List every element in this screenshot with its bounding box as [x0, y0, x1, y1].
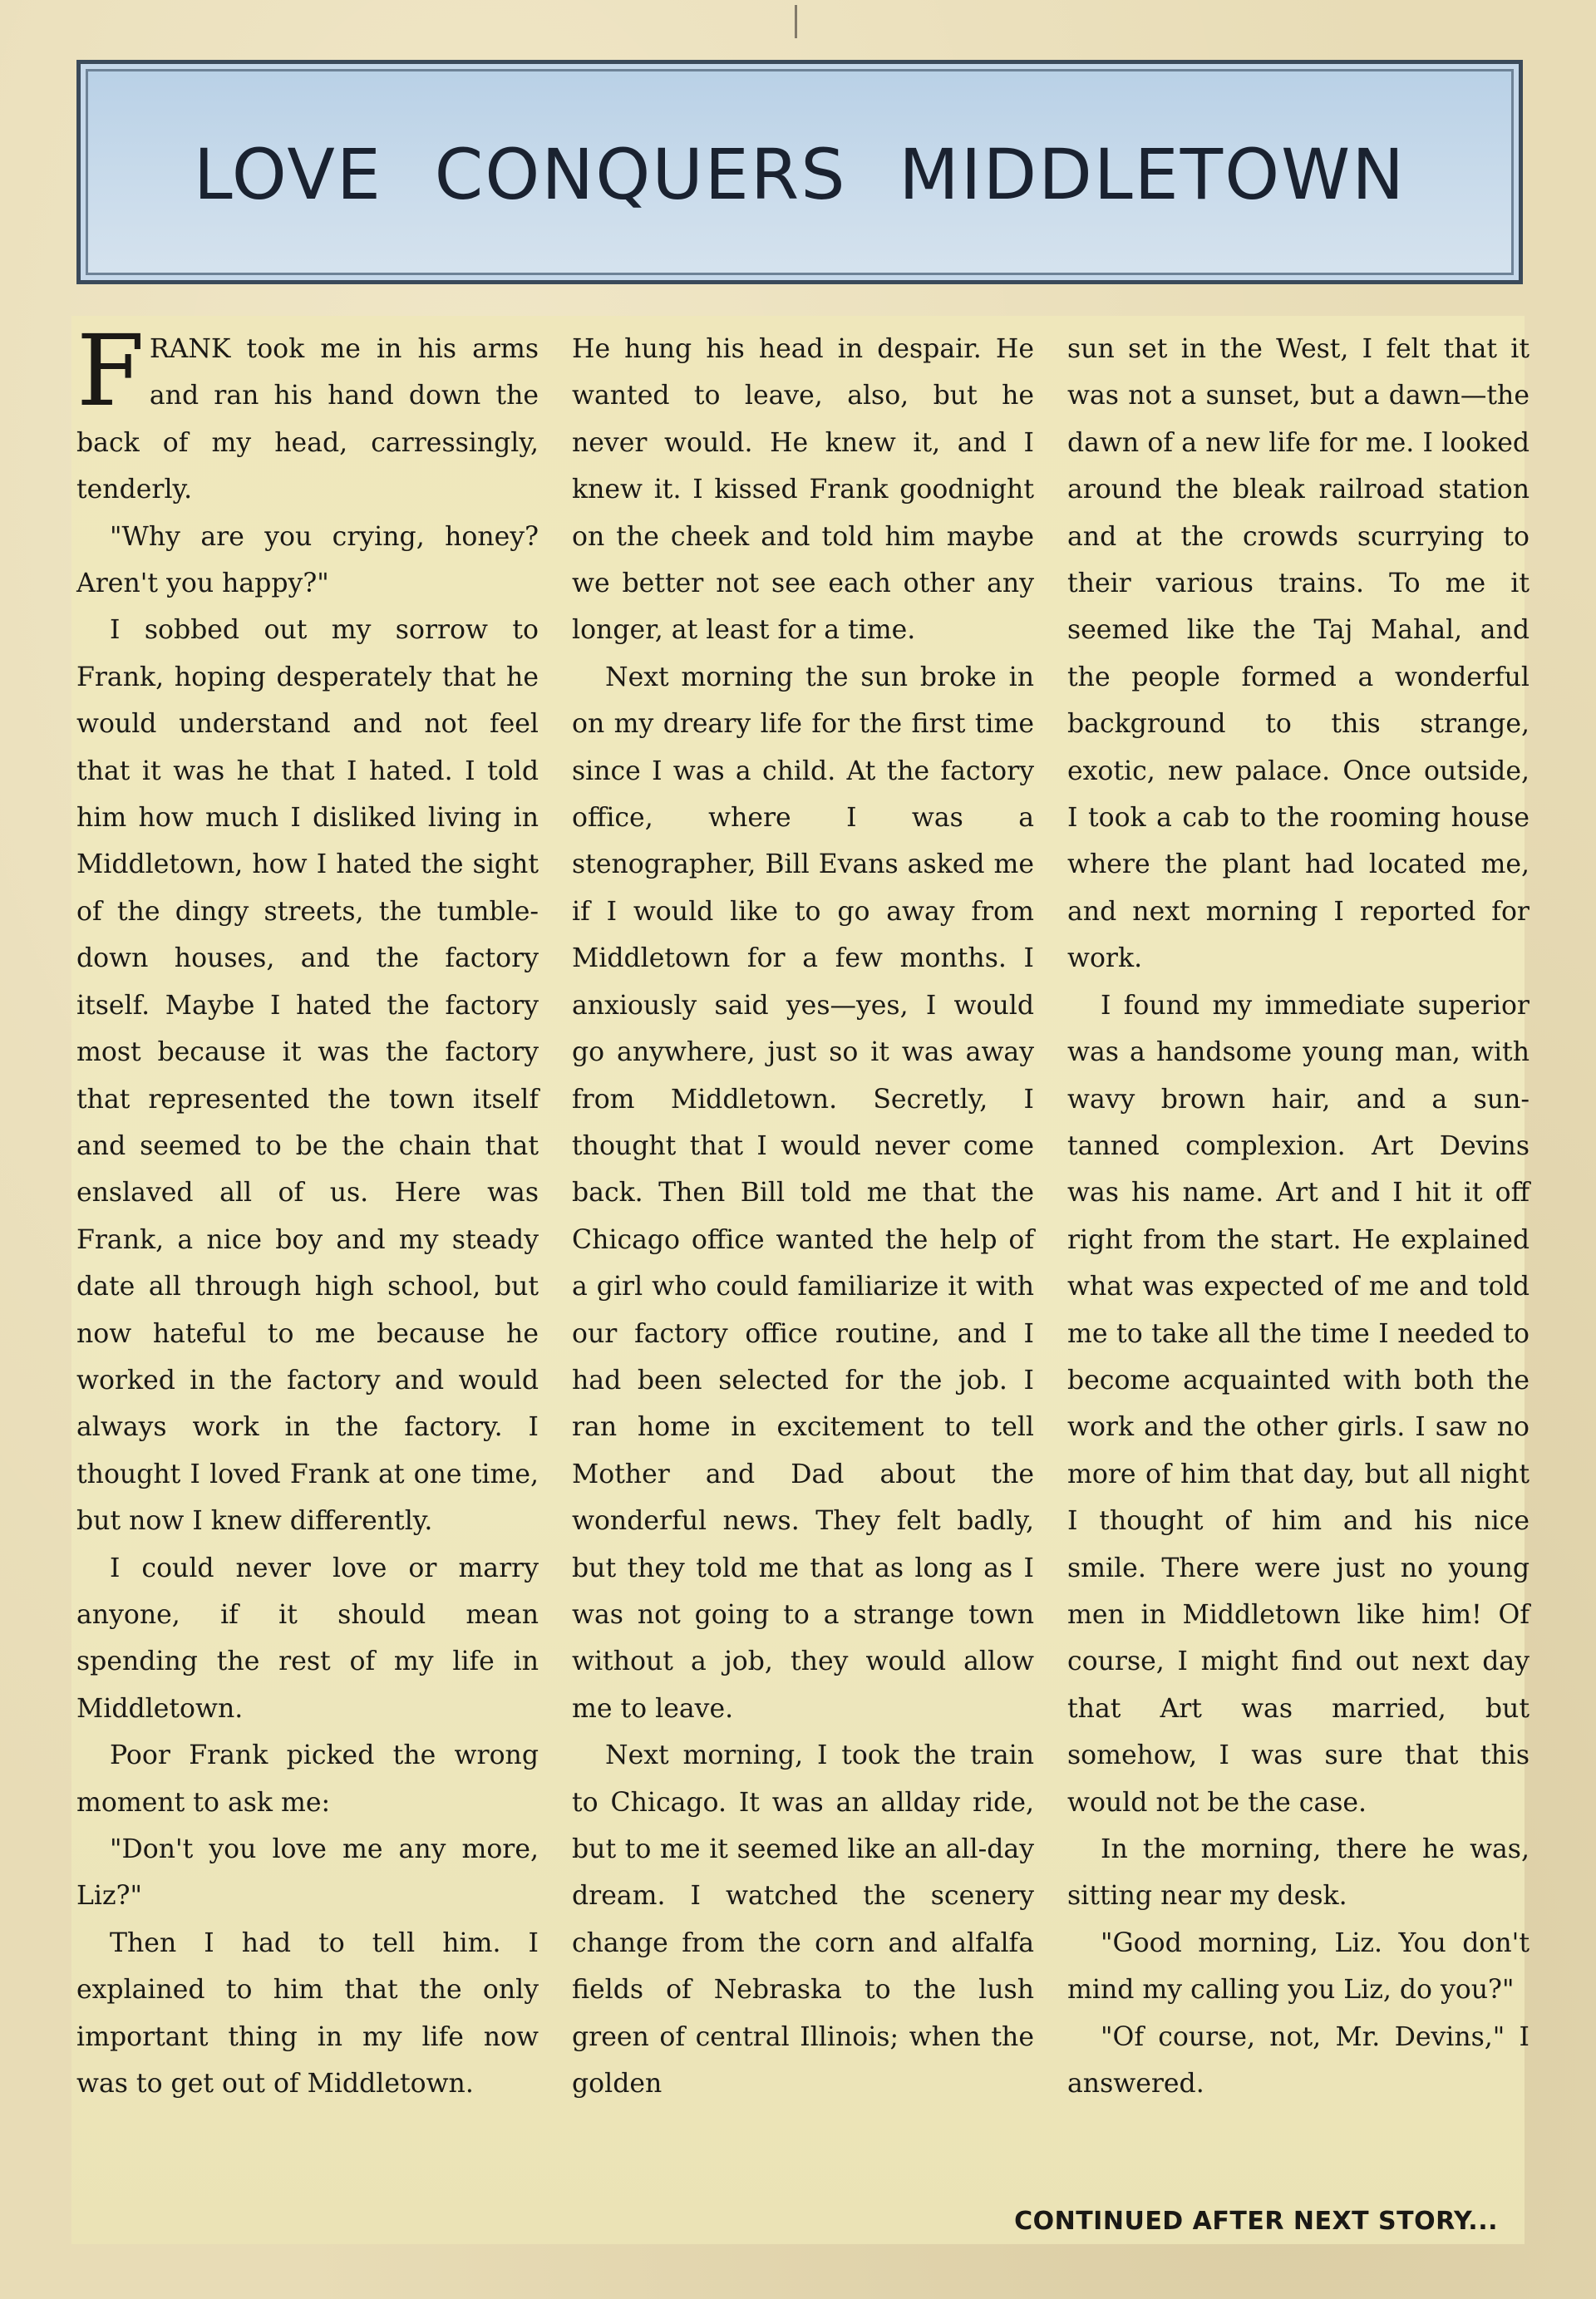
page-mark — [795, 5, 797, 38]
text-column-1 — [76, 313, 539, 2107]
paragraph: I could never love or marry anyone, if it should mean spending the rest of my life in Middletown. — [76, 1553, 539, 1724]
paragraph: "Of course, not, Mr. Devins," I answered. — [1067, 2021, 1530, 2100]
text-column-3 — [1067, 326, 1530, 2107]
title-banner — [76, 60, 1523, 284]
text-column-2 — [572, 326, 1034, 2107]
paragraph: "Don't you love me any more, Liz?" — [76, 1834, 539, 1912]
paragraph: Then I had to tell him. I explained to him that the only important thing in my life now was to get out of Middletown. — [76, 1927, 539, 2100]
paragraph: He hung his head in despair. He wanted to leave, also, but he never would. He knew it, and I knew it. I kissed Frank goodnight on the cheek and told him maybe we better not see each other any longer, at least for a time. — [572, 334, 1034, 646]
continued-note: CONTINUED AFTER NEXT STORY... — [1014, 2207, 1498, 2236]
paragraph: Next morning, I took the train to Chicago. It was an allday ride, but to me it seemed like an all-day dream. I watched the scenery change from the corn and alfalfa fields of Nebraska to the lush green of central Illinois; when the golden — [572, 1740, 1034, 2100]
story-title: LOVE CONQUERS MIDDLETOWN — [193, 134, 1406, 215]
paragraph: sun set in the West, I felt that it was not a sunset, but a dawn—the dawn of a new life for me. I looked around the bleak railroad station and at the crowds scurrying to their various trains. To me it seemed like the Taj Mahal, and the people formed a wonderful background to this strange, exotic, new palace. Once outside, I took a cab to the rooming house where the plant had located me, and next morning I reported for work. — [1067, 334, 1530, 974]
paragraph: In the morning, there he was, sitting near my desk. — [1067, 1834, 1530, 1912]
paragraph: Next morning the sun broke in on my dreary life for the first time since I was a child. At the factory office, where I was a stenographer, Bill Evans asked me if I would like to go away from Middletown for a few months. I anxiously said yes—yes, I would go anywhere, just so it was away from Middletown. Secretly, I thought that I would never come back. Then Bill told me that the Chicago office wanted the help of a girl who could familiarize it with our factory office routine, and I had been selected for the job. I ran home in excitement to tell Mother and Dad about the wonderful news. They felt badly, but they told me that as long as I was not going to a strange town without a job, they would allow me to leave. — [572, 662, 1034, 1724]
paragraph-text: RANK took me in his arms and ran his hand down the back of my head, carressingly, tenderly. — [76, 334, 539, 505]
paragraph: I sobbed out my sorrow to Frank, hoping desperately that he would understand and not feel that it was he that I hated. I told him how much I disliked living in Middletown, how I hated the sight of the dingy streets, the tumble-down houses, and the factory itself. Maybe I hated the factory most because it was the factory that represented the town itself and seemed to be the chain that enslaved all of us. Here was Frank, a nice boy and my steady date all through high school, but now hateful to me because he worked in the factory and would always work in the factory. I thought I loved Frank at one time, but now I knew differently. — [76, 615, 539, 1537]
paragraph: "Good morning, Liz. You don't mind my calling you Liz, do you?" — [1067, 1927, 1530, 2006]
paragraph — [76, 313, 539, 514]
paragraph: "Why are you crying, honey? Aren't you happy?" — [76, 521, 539, 599]
paragraph: Poor Frank picked the wrong moment to ask me: — [76, 1740, 539, 1818]
drop-cap: F — [76, 313, 145, 428]
paragraph: I found my immediate superior was a handsome young man, with wavy brown hair, and a sun-tanned complexion. Art Devins was his name. Art and I hit it off right from the start. He explained what was expected of me and told me to take all the time I needed to become acquainted with both the work and the other girls. I saw no more of him that day, but all night I thought of him and his nice smile. There were just no young men in Middletown like him! Of course, I might find out next day that Art was married, but somehow, I was sure that this would not be the case. — [1067, 990, 1530, 1818]
